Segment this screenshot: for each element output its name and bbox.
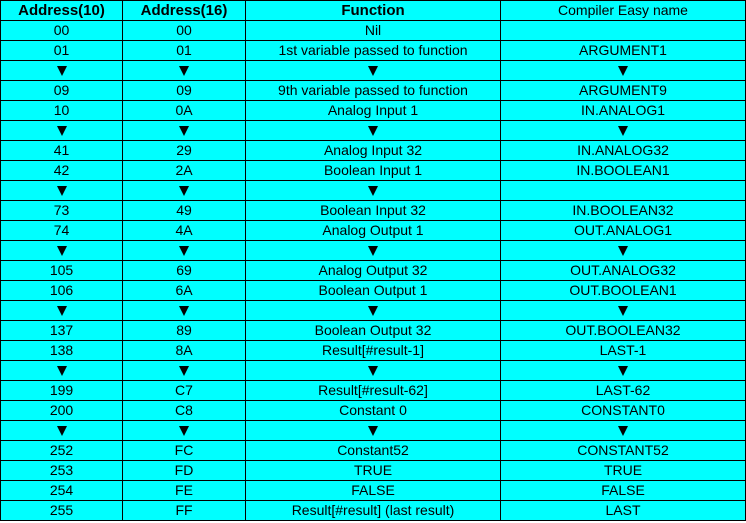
address-decimal-cell bbox=[1, 361, 123, 381]
compiler-easy-name-cell bbox=[501, 281, 746, 301]
cell-text: Constant 0 bbox=[339, 402, 407, 418]
compiler-easy-name-cell bbox=[501, 81, 746, 101]
compiler-easy-name-cell bbox=[501, 121, 746, 141]
cell-text: IN.BOOLEAN32 bbox=[572, 202, 674, 218]
function-cell bbox=[246, 21, 501, 41]
address-hex-cell bbox=[123, 221, 246, 241]
table-row bbox=[1, 401, 746, 421]
cell-text: Analog Input 1 bbox=[327, 102, 419, 118]
down-arrow-icon bbox=[179, 66, 189, 76]
cell-text: 74 bbox=[53, 222, 70, 238]
cell-text: Nil bbox=[364, 22, 382, 38]
address-decimal-cell bbox=[1, 421, 123, 441]
function-cell bbox=[246, 81, 501, 101]
cell-text: 253 bbox=[49, 462, 74, 478]
address-hex-cell bbox=[123, 81, 246, 101]
cell-text: 254 bbox=[49, 482, 74, 498]
function-cell bbox=[246, 101, 501, 121]
compiler-easy-name-cell bbox=[501, 301, 746, 321]
function-cell bbox=[246, 501, 501, 521]
cell-text: 09 bbox=[176, 82, 192, 98]
function-cell bbox=[246, 301, 501, 321]
down-arrow-icon bbox=[57, 246, 67, 256]
function-cell bbox=[246, 221, 501, 241]
cell-text: 0A bbox=[175, 102, 193, 118]
cell-text: 252 bbox=[49, 442, 74, 458]
address-hex-cell bbox=[123, 401, 246, 421]
cell-text: C8 bbox=[175, 402, 193, 418]
cell-text: 41 bbox=[53, 142, 70, 158]
table-row bbox=[1, 241, 746, 261]
cell-text: C7 bbox=[175, 382, 193, 398]
function-cell bbox=[246, 441, 501, 461]
address-decimal-cell bbox=[1, 441, 123, 461]
cell-text: FD bbox=[174, 462, 194, 478]
address-decimal-cell bbox=[1, 281, 123, 301]
address-hex-cell bbox=[123, 41, 246, 61]
cell-text: FALSE bbox=[351, 482, 395, 498]
table-row bbox=[1, 281, 746, 301]
down-arrow-icon bbox=[57, 306, 67, 316]
address-decimal-cell bbox=[1, 341, 123, 361]
address-hex-cell bbox=[123, 121, 246, 141]
address-hex-cell bbox=[123, 141, 246, 161]
compiler-easy-name-cell bbox=[501, 101, 746, 121]
function-cell bbox=[246, 181, 501, 201]
function-cell bbox=[246, 361, 501, 381]
address-hex-cell bbox=[123, 461, 246, 481]
compiler-easy-name-cell bbox=[501, 381, 746, 401]
compiler-easy-name-cell bbox=[501, 41, 746, 61]
cell-text: OUT.BOOLEAN32 bbox=[565, 322, 681, 338]
cell-text: Boolean Input 32 bbox=[320, 202, 426, 218]
cell-text: 6A bbox=[175, 282, 193, 298]
compiler-easy-name-cell bbox=[501, 221, 746, 241]
cell-text: ARGUMENT9 bbox=[579, 82, 667, 98]
cell-text: 105 bbox=[49, 262, 74, 278]
address-hex-cell bbox=[123, 241, 246, 261]
down-arrow-icon bbox=[179, 126, 189, 136]
down-arrow-icon bbox=[179, 186, 189, 196]
address-decimal-cell bbox=[1, 121, 123, 141]
cell-text: OUT.ANALOG1 bbox=[573, 222, 673, 238]
header-compiler-easy-name: Compiler Easy name bbox=[501, 1, 746, 21]
table-row bbox=[1, 21, 746, 41]
function-cell bbox=[246, 201, 501, 221]
down-arrow-icon bbox=[618, 426, 628, 436]
cell-text: LAST-62 bbox=[595, 382, 651, 398]
down-arrow-icon bbox=[368, 126, 378, 136]
function-cell bbox=[246, 341, 501, 361]
cell-text: Analog Input 32 bbox=[323, 142, 423, 158]
address-hex-cell bbox=[123, 281, 246, 301]
down-arrow-icon bbox=[368, 426, 378, 436]
cell-text: FC bbox=[174, 442, 194, 458]
cell-text: 42 bbox=[53, 162, 70, 178]
cell-text: Result[#result-62] bbox=[318, 382, 428, 398]
cell-text: LAST-1 bbox=[599, 342, 647, 358]
address-decimal-cell bbox=[1, 461, 123, 481]
cell-text: TRUE bbox=[353, 462, 393, 478]
cell-text: 8A bbox=[175, 342, 193, 358]
table-row bbox=[1, 461, 746, 481]
cell-text: Boolean Output 32 bbox=[314, 322, 432, 338]
cell-text: Result[#result] (last result) bbox=[291, 502, 455, 518]
address-hex-cell bbox=[123, 361, 246, 381]
down-arrow-icon bbox=[618, 66, 628, 76]
table-row bbox=[1, 221, 746, 241]
down-arrow-icon bbox=[57, 186, 67, 196]
function-cell bbox=[246, 41, 501, 61]
compiler-easy-name-cell bbox=[501, 201, 746, 221]
cell-text: Result[#result-1] bbox=[322, 342, 424, 358]
down-arrow-icon bbox=[179, 366, 189, 376]
compiler-easy-name-cell bbox=[501, 401, 746, 421]
table-row bbox=[1, 341, 746, 361]
address-decimal-cell bbox=[1, 161, 123, 181]
address-decimal-cell bbox=[1, 181, 123, 201]
cell-text: CONSTANT0 bbox=[581, 402, 665, 418]
header-function: Function bbox=[246, 1, 501, 21]
address-decimal-cell bbox=[1, 101, 123, 121]
address-hex-cell bbox=[123, 181, 246, 201]
cell-text: 255 bbox=[49, 502, 74, 518]
down-arrow-icon bbox=[368, 366, 378, 376]
address-hex-cell bbox=[123, 441, 246, 461]
table-row bbox=[1, 481, 746, 501]
cell-text: 69 bbox=[176, 262, 192, 278]
down-arrow-icon bbox=[618, 246, 628, 256]
down-arrow-icon bbox=[179, 306, 189, 316]
cell-text: 106 bbox=[49, 282, 74, 298]
header-address-hex: Address(16) bbox=[123, 1, 246, 21]
compiler-easy-name-cell bbox=[501, 341, 746, 361]
cell-text: 138 bbox=[49, 342, 74, 358]
table-row bbox=[1, 61, 746, 81]
down-arrow-icon bbox=[368, 66, 378, 76]
address-hex-cell bbox=[123, 101, 246, 121]
table-row bbox=[1, 161, 746, 181]
address-decimal-cell bbox=[1, 41, 123, 61]
compiler-easy-name-cell bbox=[501, 261, 746, 281]
cell-text: 137 bbox=[49, 322, 74, 338]
cell-text: Analog Output 1 bbox=[322, 222, 424, 238]
address-hex-cell bbox=[123, 501, 246, 521]
address-decimal-cell bbox=[1, 301, 123, 321]
compiler-easy-name-cell bbox=[501, 441, 746, 461]
down-arrow-icon bbox=[57, 66, 67, 76]
address-decimal-cell bbox=[1, 261, 123, 281]
compiler-easy-name-cell bbox=[501, 361, 746, 381]
cell-text: Boolean Output 1 bbox=[318, 282, 428, 298]
address-decimal-cell bbox=[1, 401, 123, 421]
address-decimal-cell bbox=[1, 241, 123, 261]
down-arrow-icon bbox=[368, 246, 378, 256]
down-arrow-icon bbox=[618, 306, 628, 316]
table-row bbox=[1, 41, 746, 61]
table-row bbox=[1, 501, 746, 521]
function-cell bbox=[246, 401, 501, 421]
cell-text: IN.ANALOG32 bbox=[577, 142, 669, 158]
cell-text: 00 bbox=[53, 22, 70, 38]
table-row bbox=[1, 261, 746, 281]
compiler-easy-name-cell bbox=[501, 61, 746, 81]
table-row bbox=[1, 101, 746, 121]
function-cell bbox=[246, 321, 501, 341]
address-hex-cell bbox=[123, 201, 246, 221]
address-hex-cell bbox=[123, 381, 246, 401]
cell-text: Constant52 bbox=[337, 442, 409, 458]
cell-text: 73 bbox=[53, 202, 70, 218]
header-address-decimal: Address(10) bbox=[1, 1, 123, 21]
cell-text: 4A bbox=[175, 222, 193, 238]
down-arrow-icon bbox=[179, 246, 189, 256]
cell-text: 01 bbox=[53, 42, 70, 58]
cell-text: OUT.ANALOG32 bbox=[570, 262, 676, 278]
address-decimal-cell bbox=[1, 481, 123, 501]
function-cell bbox=[246, 141, 501, 161]
table-row bbox=[1, 421, 746, 441]
cell-text: 01 bbox=[176, 42, 192, 58]
cell-text: TRUE bbox=[603, 462, 643, 478]
address-decimal-cell bbox=[1, 501, 123, 521]
function-cell bbox=[246, 261, 501, 281]
function-cell bbox=[246, 161, 501, 181]
cell-text: FF bbox=[175, 502, 193, 518]
table-row bbox=[1, 321, 746, 341]
compiler-easy-name-cell bbox=[501, 421, 746, 441]
address-hex-cell bbox=[123, 481, 246, 501]
cell-text: 9th variable passed to function bbox=[278, 82, 468, 98]
cell-text: FE bbox=[175, 482, 193, 498]
down-arrow-icon bbox=[368, 306, 378, 316]
down-arrow-icon bbox=[618, 126, 628, 136]
down-arrow-icon bbox=[57, 366, 67, 376]
cell-text: OUT.BOOLEAN1 bbox=[569, 282, 677, 298]
cell-text: Boolean Input 1 bbox=[323, 162, 423, 178]
compiler-easy-name-cell bbox=[501, 141, 746, 161]
cell-text: 200 bbox=[49, 402, 74, 418]
address-decimal-cell bbox=[1, 321, 123, 341]
table-row bbox=[1, 181, 746, 201]
address-decimal-cell bbox=[1, 221, 123, 241]
address-hex-cell bbox=[123, 301, 246, 321]
cell-text: Analog Output 32 bbox=[318, 262, 428, 278]
address-hex-cell bbox=[123, 61, 246, 81]
cell-text: LAST bbox=[605, 502, 641, 518]
compiler-easy-name-cell bbox=[501, 321, 746, 341]
table-row bbox=[1, 141, 746, 161]
compiler-easy-name-cell bbox=[501, 481, 746, 501]
compiler-easy-name-cell bbox=[501, 161, 746, 181]
cell-text: 49 bbox=[176, 202, 192, 218]
address-hex-cell bbox=[123, 161, 246, 181]
cell-text: 2A bbox=[175, 162, 193, 178]
cell-text: 29 bbox=[176, 142, 192, 158]
address-hex-cell bbox=[123, 321, 246, 341]
header-row bbox=[1, 1, 746, 21]
table-row bbox=[1, 361, 746, 381]
down-arrow-icon bbox=[179, 426, 189, 436]
compiler-easy-name-cell bbox=[501, 241, 746, 261]
table-row bbox=[1, 441, 746, 461]
cell-text: 1st variable passed to function bbox=[278, 42, 468, 58]
cell-text: IN.ANALOG1 bbox=[580, 102, 666, 118]
address-decimal-cell bbox=[1, 21, 123, 41]
cell-text: IN.BOOLEAN1 bbox=[576, 162, 670, 178]
address-hex-cell bbox=[123, 341, 246, 361]
address-hex-cell bbox=[123, 261, 246, 281]
compiler-easy-name-cell bbox=[501, 21, 746, 41]
address-decimal-cell bbox=[1, 141, 123, 161]
down-arrow-icon bbox=[368, 186, 378, 196]
cell-text: 199 bbox=[49, 382, 74, 398]
function-cell bbox=[246, 381, 501, 401]
function-cell bbox=[246, 461, 501, 481]
cell-text: FALSE bbox=[601, 482, 645, 498]
cell-text: 00 bbox=[176, 22, 192, 38]
cell-text: 10 bbox=[53, 102, 70, 118]
address-decimal-cell bbox=[1, 201, 123, 221]
cell-text: 89 bbox=[176, 322, 192, 338]
cell-text: ARGUMENT1 bbox=[579, 42, 667, 58]
compiler-easy-name-cell bbox=[501, 181, 746, 201]
function-cell bbox=[246, 121, 501, 141]
address-decimal-cell bbox=[1, 61, 123, 81]
table-body bbox=[1, 21, 746, 521]
address-hex-cell bbox=[123, 421, 246, 441]
address-hex-cell bbox=[123, 21, 246, 41]
address-decimal-cell bbox=[1, 81, 123, 101]
cell-text: 09 bbox=[53, 82, 70, 98]
function-cell bbox=[246, 421, 501, 441]
table-row bbox=[1, 121, 746, 141]
table-row bbox=[1, 381, 746, 401]
function-cell bbox=[246, 481, 501, 501]
table-row bbox=[1, 81, 746, 101]
compiler-easy-name-cell bbox=[501, 501, 746, 521]
compiler-easy-name-cell bbox=[501, 461, 746, 481]
table-row bbox=[1, 301, 746, 321]
down-arrow-icon bbox=[57, 126, 67, 136]
table-row bbox=[1, 201, 746, 221]
cell-text: CONSTANT52 bbox=[577, 442, 669, 458]
function-cell bbox=[246, 61, 501, 81]
down-arrow-icon bbox=[57, 426, 67, 436]
function-cell bbox=[246, 241, 501, 261]
function-cell bbox=[246, 281, 501, 301]
down-arrow-icon bbox=[618, 366, 628, 376]
address-decimal-cell bbox=[1, 381, 123, 401]
